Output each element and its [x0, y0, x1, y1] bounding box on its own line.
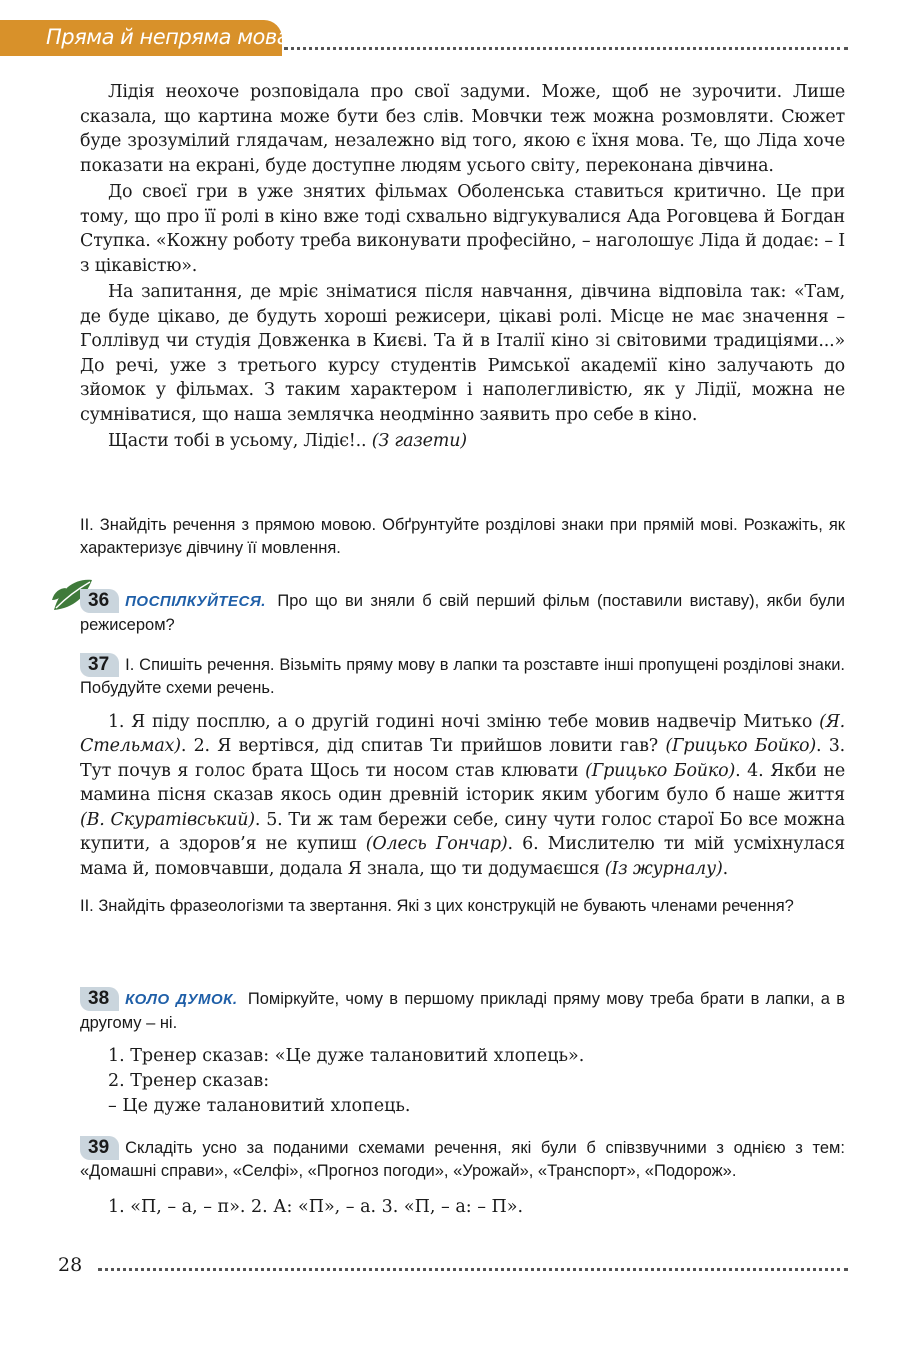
author: (Із журналу): [604, 858, 723, 879]
exercise-text: І. Спишіть речення. Візьміть пряму мову в лапки та розставте інші пропущені розділові знаки. Побудуйте схеми речень.: [80, 656, 845, 697]
sentence: . 3. Тут почув я голос брата Щось ти носом став клювати: [80, 736, 845, 781]
sentence-end: .: [722, 858, 728, 879]
author: (Грицько Бойко): [585, 760, 736, 781]
exercise-38: [80, 987, 845, 1119]
paragraph-3: На запитання, де мріє зніматися після навчання, дівчина відповіла так: «Там, де буде цікаво, де будуть хороші режисери, цікаві ролі. Місце не має значення – Голлівуд чи студія Довженка в Києві. Та й в Італії кіно зі світовими традиціями...» До речі, уже з третього курсу студентів Римської академії кіно залучають до зйомок у фільмах. З таким характером і наполегливістю, як у Лідії, можна не сумніватися, що наша землячка неодмінно заявить про себе в кіно.: [80, 282, 845, 425]
exercise-text: Про що ви зняли б свій перший фільм (поставили виставу), якби були режисером?: [80, 592, 845, 634]
author: (Грицько Бойко): [665, 736, 816, 756]
author: (Я. Стельмах): [80, 711, 845, 756]
exercise-text: Поміркуйте, чому в першому прикладі пряму мову треба брати в лапки, а в другому – ні.: [80, 990, 845, 1032]
story-text: [80, 80, 845, 454]
author: (В. Скуратівський): [80, 809, 255, 830]
sentence: . 2. Я вертівся, дід спитав Ти прийшов ловити гав?: [180, 736, 666, 756]
sentence: . 4. Якби не мамина пісня сказав якось один древній історик яким убогим було б наше життя: [80, 760, 846, 805]
sentence: . 5. Ти ж там бережи себе, сину чути голос старої Бо все можна купити, а здоров’я не купиш: [80, 809, 845, 854]
exercise-36: [80, 589, 845, 636]
sentence: . 6. Мислителю ти мій усміхнулася мама й, помовчавши, додала Я знала, що ти додумаєшся: [80, 834, 845, 879]
exercise-text: Складіть усно за поданими схемами речення, які були б співзвучними з однією з тем: «Домашні справи», «Селфі», «Прогноз погоди», «Урожай», «Транспорт», «Подорож».: [80, 1139, 845, 1180]
paragraph-1: Лідія неохоче розповідала про свої задуми. Може, щоб не зурочити. Лише сказала, що картина може бути без слів. Мовчки теж можна розмовляти. Сюжет буде зрозумілий глядачам, незалежно від того, якою є їхня мова. Те, що Ліда хоче показати на екрані, буде доступне людям усього світу, переконана дівчина.: [80, 82, 845, 176]
exercise-sentences: [80, 710, 845, 882]
exercise-tag: КОЛО ДУМОК.: [125, 991, 238, 1008]
paragraph-4: [80, 429, 845, 454]
schemes-line: 1. «П, – а, – п». 2. А: «П», – а. 3. «П, – а: – П».: [108, 1196, 524, 1217]
exercise-number: 39: [80, 1136, 119, 1160]
task-ii-text: ІІ. Знайдіть речення з прямою мовою. Обґрунтуйте розділові знаки при прямій мові. Розкажіть, як характеризує дівчину її мовлення.: [80, 516, 845, 557]
exercise-number: 36: [80, 589, 119, 613]
footer-dotted-line: [98, 1268, 848, 1271]
page-header-title: Пряма й непряма мова: [46, 25, 290, 49]
header-dotted-line: [284, 47, 848, 50]
exercise-number: 37: [80, 653, 119, 677]
exercise-tag: ПОСПІЛКУЙТЕСЯ.: [125, 593, 266, 610]
example-line-1: 1. Тренер сказав: «Це дуже талановитий хлопець».: [108, 1046, 585, 1066]
source-note: (З газети): [371, 431, 467, 451]
task-35-ii: [80, 514, 845, 559]
exercise-number: 38: [80, 987, 119, 1011]
example-line-2: 2. Тренер сказав:: [108, 1071, 270, 1091]
exercise-39: [80, 1136, 845, 1220]
page-number: 28: [58, 1254, 83, 1276]
author: (Олесь Гончар): [365, 834, 508, 854]
sentence: 1. Я піду посплю, а о другій годині ночі зміню тебе мовив надвечір Митько: [108, 711, 820, 732]
paragraph-2: До своєї гри в уже знятих фільмах Оболенська ставиться критично. Це при тому, що про її ролі в кіно вже тоді схвально відгукувалися Ада Роговцева й Богдан Ступка. «Кожну роботу треба виконувати професійно, – наголошує Ліда й додає: – І з цікавістю».: [80, 182, 845, 276]
task-ii-text: ІІ. Знайдіть фразеологізми та звертання. Які з цих конструкцій не бувають членами речення?: [80, 897, 794, 915]
example-line-3: – Це дуже талановитий хлопець.: [108, 1096, 411, 1116]
closing-line: Щасти тобі в усьому, Лідіє!..: [108, 431, 372, 451]
exercise-37: [80, 653, 845, 918]
